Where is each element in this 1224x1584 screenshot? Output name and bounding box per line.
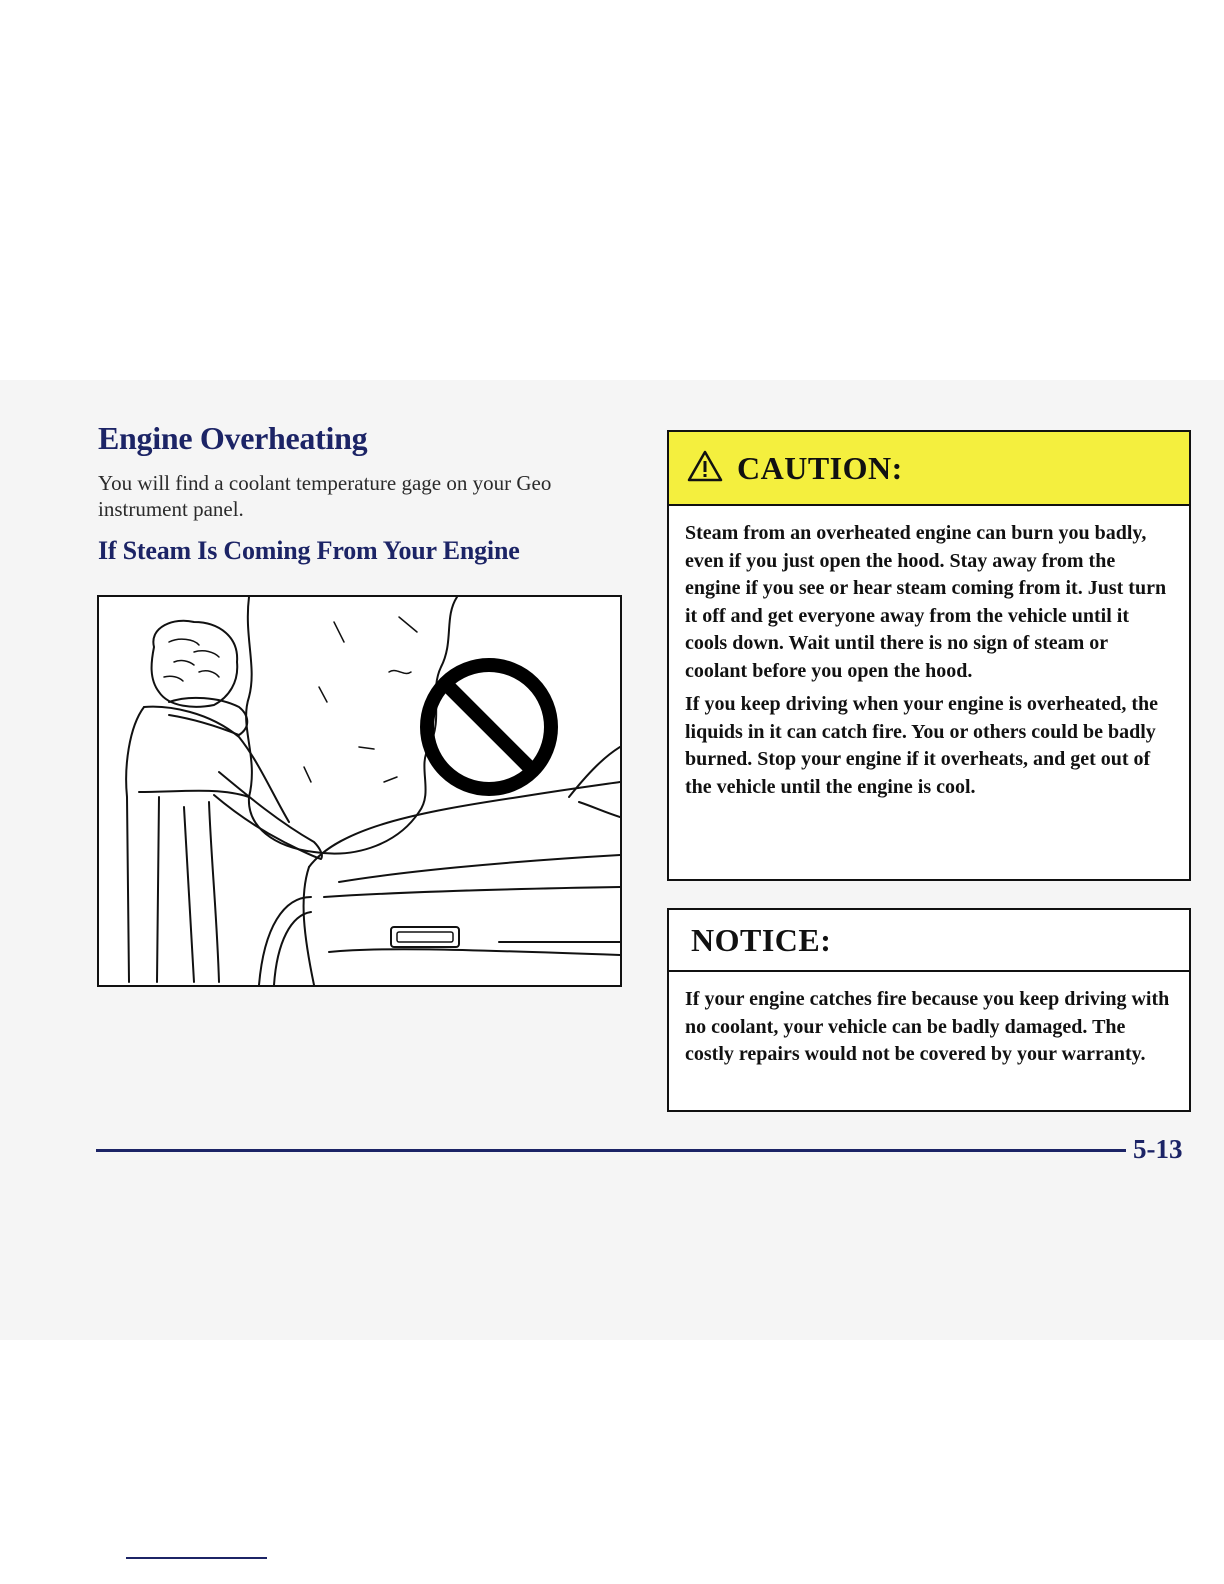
caution-header — [669, 432, 1189, 506]
caution-box — [667, 430, 1191, 881]
subsection-title: If Steam Is Coming From Your Engine — [98, 536, 520, 565]
steam-engine-drawing — [99, 597, 620, 985]
notice-text: If your engine catches fire because you keep driving with no coolant, your vehicle can be badly damaged. The costly repairs would not be covered by your warranty. — [685, 988, 1170, 1065]
footer-rule — [96, 1149, 1126, 1152]
no-symbol-icon — [427, 665, 551, 789]
bottom-underline — [126, 1557, 267, 1559]
caution-paragraph-2: If you keep driving when your engine is overheated, the liquids in it can catch fire. You or others could be badly burned. Stop your engine if it overheats, and get out of the vehicle until the engine is cool. — [685, 693, 1158, 798]
notice-body — [669, 972, 1189, 1069]
person-body — [126, 707, 144, 982]
section-title: Engine Overheating — [98, 420, 368, 456]
caution-label: CAUTION: — [737, 449, 903, 486]
intro-paragraph: You will find a coolant temperature gage on your Geo instrument panel. — [98, 471, 552, 521]
steam-illustration — [97, 595, 622, 987]
notice-box — [667, 908, 1191, 1112]
car-hood — [309, 782, 620, 867]
notice-header — [669, 910, 1189, 972]
caution-paragraph-1: Steam from an overheated engine can burn you badly, even if you just open the hood. Stay away from the engine if you see or hear steam coming from it. Just turn it off and get everyone away from the vehicle until it cools down. Wait until there is no sign of steam or coolant before you open the hood. — [685, 522, 1167, 682]
page-number: 5-13 — [1133, 1134, 1183, 1164]
person-head — [152, 621, 238, 707]
warning-triangle-icon — [687, 450, 723, 487]
notice-label: NOTICE: — [691, 921, 832, 958]
caution-body — [669, 506, 1189, 801]
